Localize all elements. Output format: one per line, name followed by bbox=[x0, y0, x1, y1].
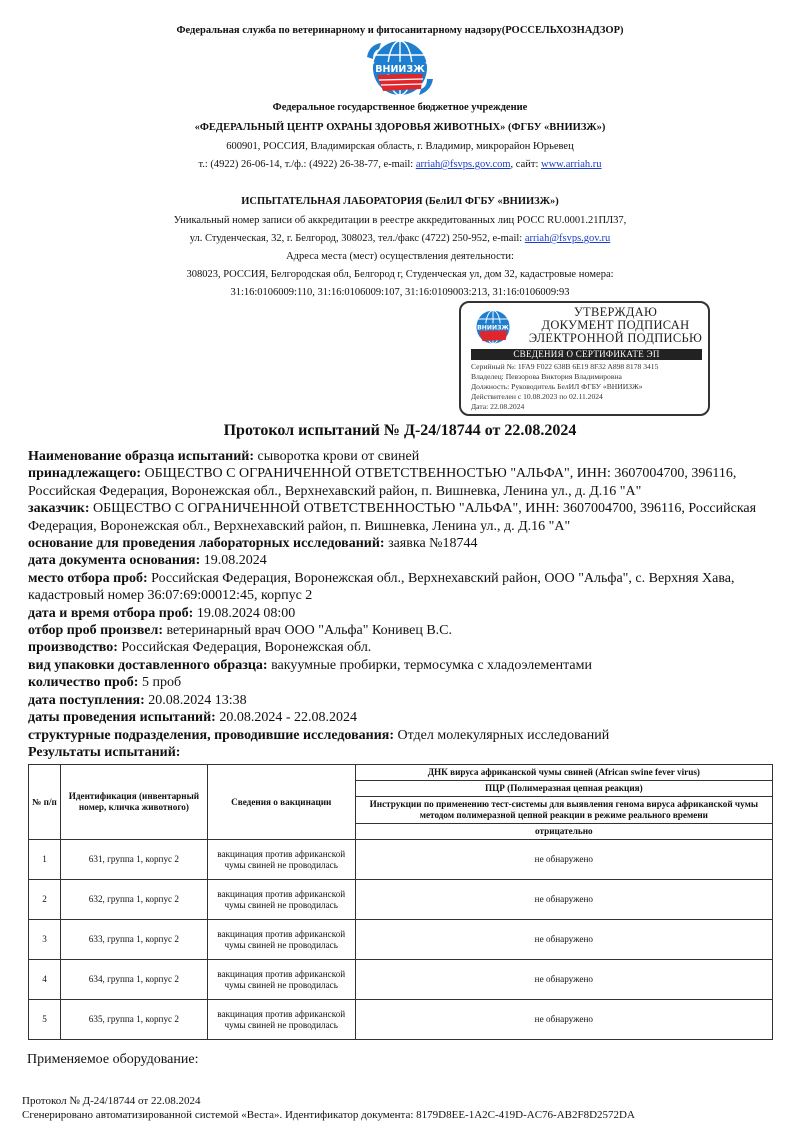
field-received-date: дата поступления: 20.08.2024 13:38 bbox=[28, 692, 247, 708]
certificate-serial: Серийный №: 1FA9 F022 638B 6E19 8F32 A898 8178 3415 bbox=[471, 362, 659, 371]
row-result: не обнаружено bbox=[355, 1000, 772, 1040]
header-number: № п/п bbox=[29, 765, 61, 840]
document-footer bbox=[22, 1094, 635, 1122]
stamp-line-esign: ЭЛЕКТРОННОЙ ПОДПИСЬЮ bbox=[528, 331, 703, 345]
field-basis-date: дата документа основания: 19.08.2024 bbox=[28, 553, 267, 569]
institution-email-link[interactable]: arriah@fsvps.gov.com bbox=[415, 159, 511, 170]
lab-address-text: ул. Студенческая, 32, г. Белгород, 308023, тел./факс (4722) 250-952, e-mail: bbox=[189, 233, 525, 244]
row-vaccination: вакцинация против африканской чумы свиней не проводилась bbox=[207, 880, 355, 920]
table-row bbox=[29, 1000, 773, 1040]
table-header-row bbox=[29, 765, 773, 781]
lab-email-link[interactable]: arriah@fsvps.gov.ru bbox=[524, 233, 611, 244]
equipment-heading: Применяемое оборудование: bbox=[27, 1052, 199, 1067]
activity-heading: Адреса места (мест) осуществления деятельности: bbox=[286, 251, 514, 262]
field-production: производство: Российская Федерация, Воронежская обл. bbox=[28, 640, 372, 656]
agency-name: Федеральная служба по ветеринарному и фитосанитарному надзору(РОССЕЛЬХОЗНАДЗОР) bbox=[176, 25, 624, 36]
certificate-position: Должность: Руководитель БелИЛ ФГБУ «ВНИИЗЖ» bbox=[471, 382, 643, 391]
row-number: 4 bbox=[29, 960, 61, 1000]
row-identification: 633, группа 1, корпус 2 bbox=[60, 920, 207, 960]
table-row bbox=[29, 960, 773, 1000]
row-result: не обнаружено bbox=[355, 880, 772, 920]
stamp-line-signed: ДОКУМЕНТ ПОДПИСАН bbox=[541, 318, 690, 332]
e-signature-stamp bbox=[459, 301, 710, 416]
institution-name: «ФЕДЕРАЛЬНЫЙ ЦЕНТР ОХРАНЫ ЗДОРОВЬЯ ЖИВОТНЫХ» (ФГБУ «ВНИИЗЖ») bbox=[194, 122, 606, 133]
table-row bbox=[29, 840, 773, 880]
lab-address bbox=[0, 232, 800, 245]
institution-contacts bbox=[0, 158, 800, 171]
field-sampling-datetime: дата и время отбора проб: 19.08.2024 08:00 bbox=[28, 605, 296, 621]
stamp-line-approve: УТВЕРЖДАЮ bbox=[573, 305, 658, 319]
row-result: не обнаружено bbox=[355, 920, 772, 960]
row-number: 3 bbox=[29, 920, 61, 960]
row-vaccination: вакцинация против африканской чумы свиней не проводилась bbox=[207, 960, 355, 1000]
contacts-text: т.: (4922) 26-06-14, т./ф.: (4922) 26-38-77, e-mail: bbox=[198, 159, 416, 170]
activity-address: 308023, РОССИЯ, Белгородская обл, Белгород г, Студенческая ул, дом 32, кадастровые номера: bbox=[186, 269, 614, 280]
stamp-title bbox=[523, 306, 708, 345]
certificate-owner: Владелец: Певзорова Виктория Владимировна bbox=[471, 372, 622, 381]
row-vaccination: вакцинация против африканской чумы свиней не проводилась bbox=[207, 1000, 355, 1040]
svg-text:ВНИИЗЖ: ВНИИЗЖ bbox=[375, 64, 425, 75]
lab-name: ИСПЫТАТЕЛЬНАЯ ЛАБОРАТОРИЯ (БелИЛ ФГБУ «ВНИИЗЖ») bbox=[241, 196, 559, 207]
institution-address: 600901, РОССИЯ, Владимирская область, г. Владимир, микрорайон Юрьевец bbox=[226, 141, 574, 152]
protocol-fields bbox=[28, 448, 788, 761]
header-identification: Идентификация (инвентарный номер, кличка животного) bbox=[60, 765, 207, 840]
field-customer: заказчик: ОБЩЕСТВО С ОГРАНИЧЕННОЙ ОТВЕТСТВЕННОСТЬЮ "АЛЬФА", ИНН: 3607004700, 396116, Российская Федерация, Воронежская обл., Верхнехавский район, п. Вишневка, Ленина ул., д. Д.16 "А" bbox=[28, 501, 757, 534]
table-row bbox=[29, 880, 773, 920]
svg-text:ВНИИЗЖ: ВНИИЗЖ bbox=[477, 324, 509, 332]
vniizh-logo-icon bbox=[365, 37, 435, 99]
row-identification: 631, группа 1, корпус 2 bbox=[60, 840, 207, 880]
row-vaccination: вакцинация против африканской чумы свиней не проводилась bbox=[207, 840, 355, 880]
header-vaccination: Сведения о вакцинации bbox=[207, 765, 355, 840]
lab-accreditation: Уникальный номер записи об аккредитации в реестре аккредитованных лиц РОСС RU.0001.21ПЛ37, bbox=[173, 215, 627, 226]
certificate-date: Дата: 22.08.2024 bbox=[471, 402, 525, 411]
field-sampling-place: место отбора проб: Российская Федерация, Воронежская обл., Верхнехавский район, ООО "Альфа", с. Верхняя Хава, кадастровый номер 36:07:69:00012:45, корпус 2 bbox=[28, 570, 735, 604]
certificate-info bbox=[471, 362, 658, 412]
row-number: 2 bbox=[29, 880, 61, 920]
header-target: ДНК вируса африканской чумы свиней (African swine fever virus) bbox=[355, 765, 772, 781]
header-instruction: Инструкции по применению тест-системы для выявления генома вируса африканской чумы методом полимеразной цепной реакции в режиме реального времени bbox=[355, 797, 772, 824]
row-number: 1 bbox=[29, 840, 61, 880]
header-norm: отрицательно bbox=[355, 824, 772, 840]
table-row bbox=[29, 920, 773, 960]
row-identification: 635, группа 1, корпус 2 bbox=[60, 1000, 207, 1040]
document-identifier: Сгенерировано автоматизированной системой «Веста». Идентификатор документа: 8179D8EE-1A2C-419D-AC76-AB2F8D2572DA bbox=[22, 1109, 635, 1121]
protocol-reference: Протокол № Д-24/18744 от 22.08.2024 bbox=[22, 1095, 201, 1107]
field-departments: структурные подразделения, проводившие исследования: Отдел молекулярных исследований bbox=[28, 727, 610, 743]
field-test-dates: даты проведения испытаний: 20.08.2024 - 22.08.2024 bbox=[28, 710, 357, 726]
certificate-validity: Действителен с 10.08.2023 по 02.11.2024 bbox=[471, 392, 603, 401]
row-identification: 632, группа 1, корпус 2 bbox=[60, 880, 207, 920]
header-method: ПЦР (Полимеразная цепная реакция) bbox=[355, 781, 772, 797]
certificate-info-bar: СВЕДЕНИЯ О СЕРТИФИКАТЕ ЭП bbox=[471, 349, 702, 360]
cadastral-numbers: 31:16:0106009:110, 31:16:0106009:107, 31:16:0109003:213, 31:16:0106009:93 bbox=[230, 287, 570, 298]
row-identification: 634, группа 1, корпус 2 bbox=[60, 960, 207, 1000]
site-prefix: , сайт: bbox=[510, 159, 541, 170]
stamp-logo-icon bbox=[471, 308, 515, 346]
field-basis: основание для проведения лабораторных исследований: заявка №18744 bbox=[28, 536, 478, 552]
protocol-title: Протокол испытаний № Д-24/18744 от 22.08.2024 bbox=[223, 422, 577, 439]
row-vaccination: вакцинация против африканской чумы свиней не проводилась bbox=[207, 920, 355, 960]
field-owner: принадлежащего: ОБЩЕСТВО С ОГРАНИЧЕННОЙ ОТВЕТСТВЕННОСТЬЮ "АЛЬФА", ИНН: 3607004700, 396116, Российская Федерация, Воронежская обл., Верхнехавский район, п. Вишневка, Ленина ул., д. Д.16 "А" bbox=[28, 466, 737, 499]
results-table bbox=[28, 764, 773, 1040]
institution-site-link[interactable]: www.arriah.ru bbox=[541, 159, 602, 170]
institution-type: Федеральное государственное бюджетное учреждение bbox=[272, 102, 528, 113]
row-number: 5 bbox=[29, 1000, 61, 1040]
row-result: не обнаружено bbox=[355, 840, 772, 880]
field-sampled-by: отбор проб произвел: ветеринарный врач ООО "Альфа" Конивец В.С. bbox=[28, 623, 453, 639]
field-sample-count: количество проб: 5 проб bbox=[28, 675, 182, 691]
field-packaging: вид упаковки доставленного образца: вакуумные пробирки, термосумка с хладоэлементами bbox=[28, 657, 592, 673]
row-result: не обнаружено bbox=[355, 960, 772, 1000]
field-sample-name: Наименование образца испытаний: сыворотка крови от свиней bbox=[28, 449, 420, 464]
results-heading: Результаты испытаний: bbox=[28, 744, 181, 760]
